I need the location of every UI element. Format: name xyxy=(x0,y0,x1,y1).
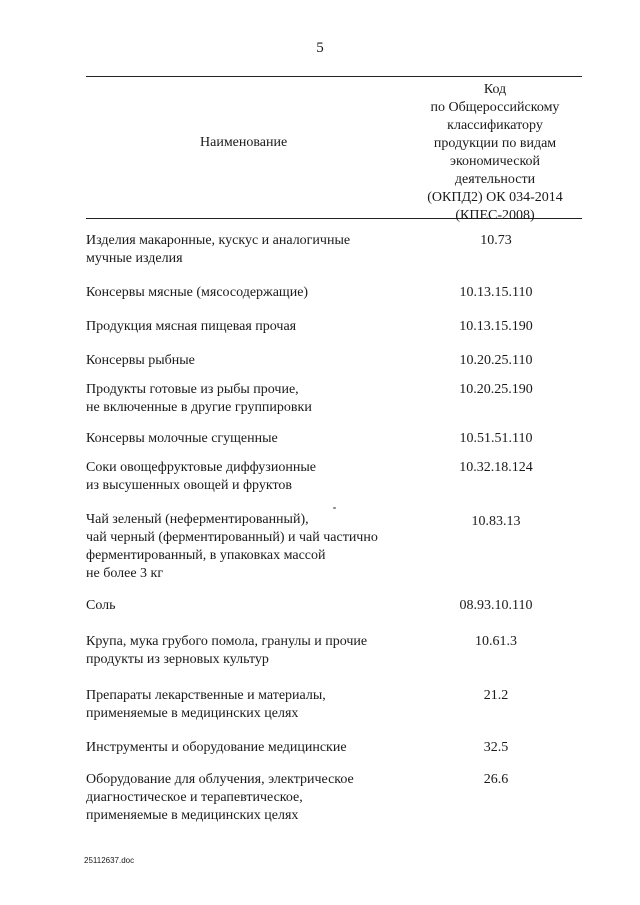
name-line: применяемые в медицинских целях xyxy=(86,706,299,721)
table-row-name xyxy=(86,511,416,583)
table-row-code: 10.13.15.190 xyxy=(459,319,533,334)
name-line: Чай зеленый (неферментированный), xyxy=(86,512,309,527)
table-row-code: 10.73 xyxy=(480,233,512,248)
table-row-name xyxy=(86,459,416,495)
name-line: Консервы молочные сгущенные xyxy=(86,431,278,446)
header-code-line: деятельности xyxy=(454,172,536,187)
name-line: Консервы мясные (мясосодержащие) xyxy=(86,285,309,300)
header-code-line: классификатору xyxy=(447,118,543,133)
table-row-code: 10.20.25.190 xyxy=(459,382,533,397)
table-row-code: 10.13.15.110 xyxy=(459,285,533,300)
table-row-name xyxy=(86,739,416,757)
header-code-line: экономической xyxy=(449,154,541,169)
table-row-code: 32.5 xyxy=(483,740,509,755)
table-row-name xyxy=(86,687,416,723)
column-header-name: Наименование xyxy=(200,135,288,150)
name-line: Соль xyxy=(86,598,116,613)
table-row-name xyxy=(86,318,416,336)
name-line: не включенные в другие группировки xyxy=(86,400,312,415)
name-line: Соки овощефруктовые диффузионные xyxy=(86,460,316,475)
header-code-line: (ОКПД2) ОК 034-2014 xyxy=(427,190,563,205)
table-row-name xyxy=(86,232,416,268)
name-line: применяемые в медицинских целях xyxy=(86,808,299,823)
name-line: чай черный (ферментированный) и чай частично xyxy=(86,530,378,545)
table-row-code: 26.6 xyxy=(483,772,509,787)
table-row-name xyxy=(86,633,416,669)
name-line: Крупа, мука грубого помола, гранулы и прочие xyxy=(86,634,368,649)
table-row-name xyxy=(86,771,416,825)
name-line: Продукция мясная пищевая прочая xyxy=(86,319,297,334)
name-line: Продукты готовые из рыбы прочие, xyxy=(86,382,299,397)
name-line: диагностическое и терапевтическое, xyxy=(86,790,303,805)
name-line: Препараты лекарственные и материалы, xyxy=(86,688,326,703)
header-code-line: продукции по видам xyxy=(433,136,557,151)
header-code-line: по Общероссийскому xyxy=(430,100,560,115)
page-number: 5 xyxy=(316,40,324,56)
column-header-code xyxy=(410,81,580,225)
name-line: Инструменты и оборудование медицинские xyxy=(86,740,347,755)
table-row-code: 10.83.13 xyxy=(471,514,521,529)
name-line: не более 3 кг xyxy=(86,566,164,581)
table-row-code: 10.32.18.124 xyxy=(459,460,533,475)
name-line: мучные изделия xyxy=(86,251,183,266)
name-line: ферментированный, в упаковках массой xyxy=(86,548,326,563)
table-top-rule xyxy=(86,76,582,77)
table-row-name xyxy=(86,284,416,302)
name-line: продукты из зерновых культур xyxy=(86,652,269,667)
table-row-code: 08.93.10.110 xyxy=(459,598,533,613)
name-line: из высушенных овощей и фруктов xyxy=(86,478,292,493)
name-line: Консервы рыбные xyxy=(86,353,195,368)
table-row-code: 10.20.25.110 xyxy=(459,353,533,368)
table-row-code: 21.2 xyxy=(483,688,509,703)
header-code-line: Код xyxy=(483,82,507,97)
name-line: Оборудование для облучения, электрическое xyxy=(86,772,354,787)
name-line: Изделия макаронные, кускус и аналогичные xyxy=(86,233,351,248)
table-row-name xyxy=(86,430,416,448)
scan-speck xyxy=(333,507,336,509)
table-row-code: 10.61.3 xyxy=(475,634,517,649)
document-filename: 25112637.doc xyxy=(84,856,135,865)
table-row-name xyxy=(86,597,416,615)
table-row-name xyxy=(86,352,416,370)
table-row-code: 10.51.51.110 xyxy=(459,431,533,446)
table-row-name xyxy=(86,381,416,417)
header-code-line: (КПЕС-2008) xyxy=(455,208,535,223)
